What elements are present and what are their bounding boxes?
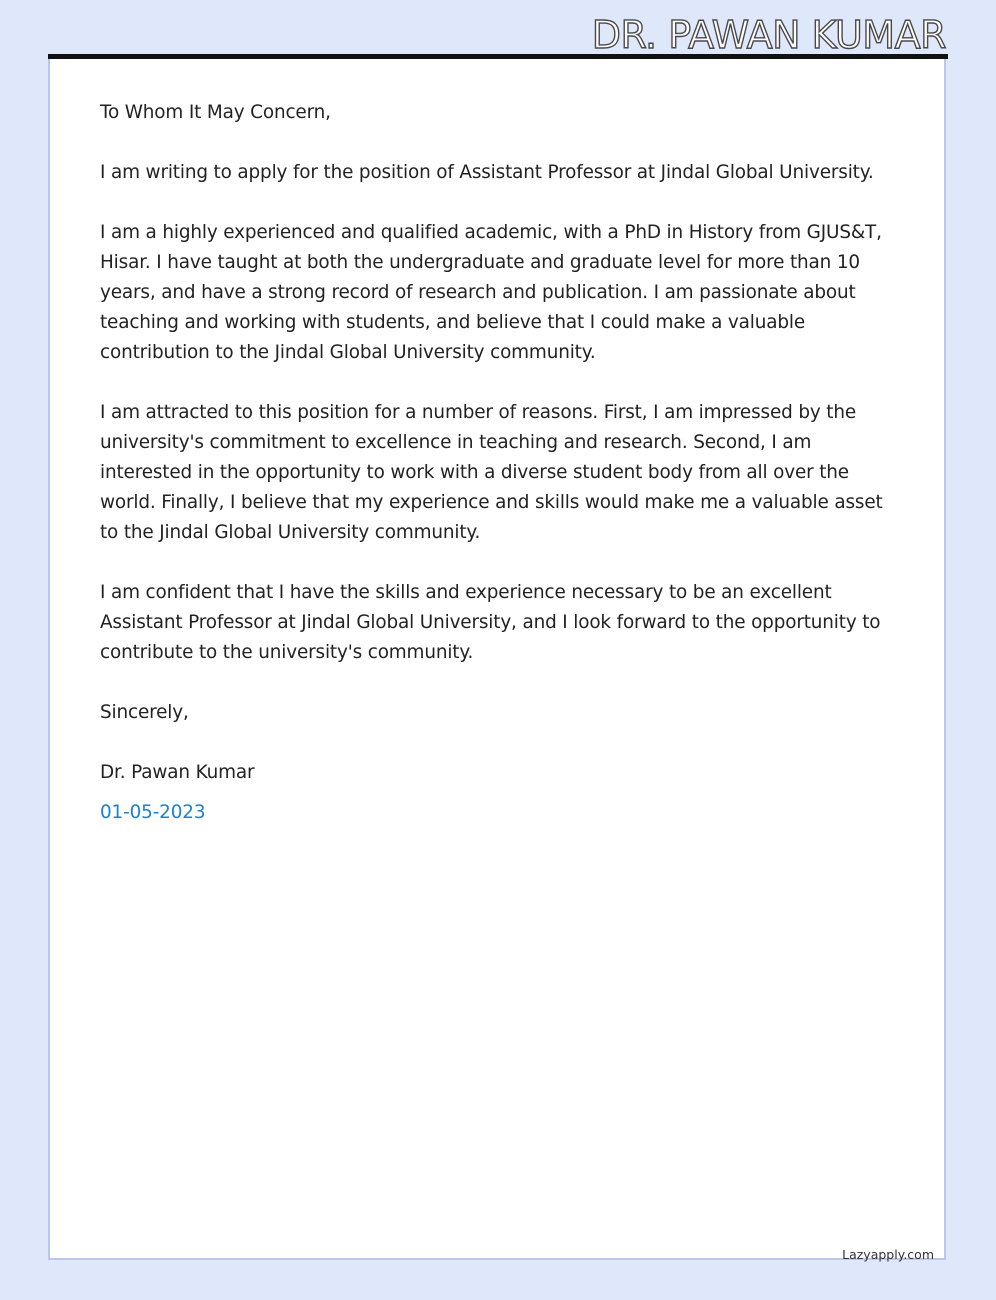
closing: Sincerely, bbox=[100, 702, 189, 723]
paragraph-qualifications: I am a highly experienced and qualified academic, with a PhD in History from GJUS&T, Hisar. I have taught at both the undergraduate and graduate level for more than 10 years, and have a strong record of research and publication. I am passionate about teaching and working with students, and believe that I could make a valuable contribution to the Jindal Global University community. bbox=[100, 222, 882, 363]
header-name: DR. PAWAN KUMAR bbox=[591, 13, 946, 57]
letter-date: 01-05-2023 bbox=[100, 802, 206, 823]
footer-brand: Lazyapply.com bbox=[842, 1247, 934, 1262]
salutation: To Whom It May Concern, bbox=[100, 102, 331, 123]
paragraph-conclusion: I am confident that I have the skills and experience necessary to be an excellent Assistant Professor at Jindal Global University, and I look forward to the opportunity to contribute to the university's community. bbox=[100, 582, 881, 663]
letter-body bbox=[100, 98, 900, 858]
paragraph-motivation: I am attracted to this position for a number of reasons. First, I am impressed by the university's commitment to excellence in teaching and research. Second, I am interested in the opportunity to work with a diverse student body from all over the world. Finally, I believe that my experience and skills would make me a valuable asset to the Jindal Global University community. bbox=[100, 402, 883, 543]
paragraph-intro: I am writing to apply for the position of Assistant Professor at Jindal Global University. bbox=[100, 162, 874, 183]
signature: Dr. Pawan Kumar bbox=[100, 762, 255, 783]
